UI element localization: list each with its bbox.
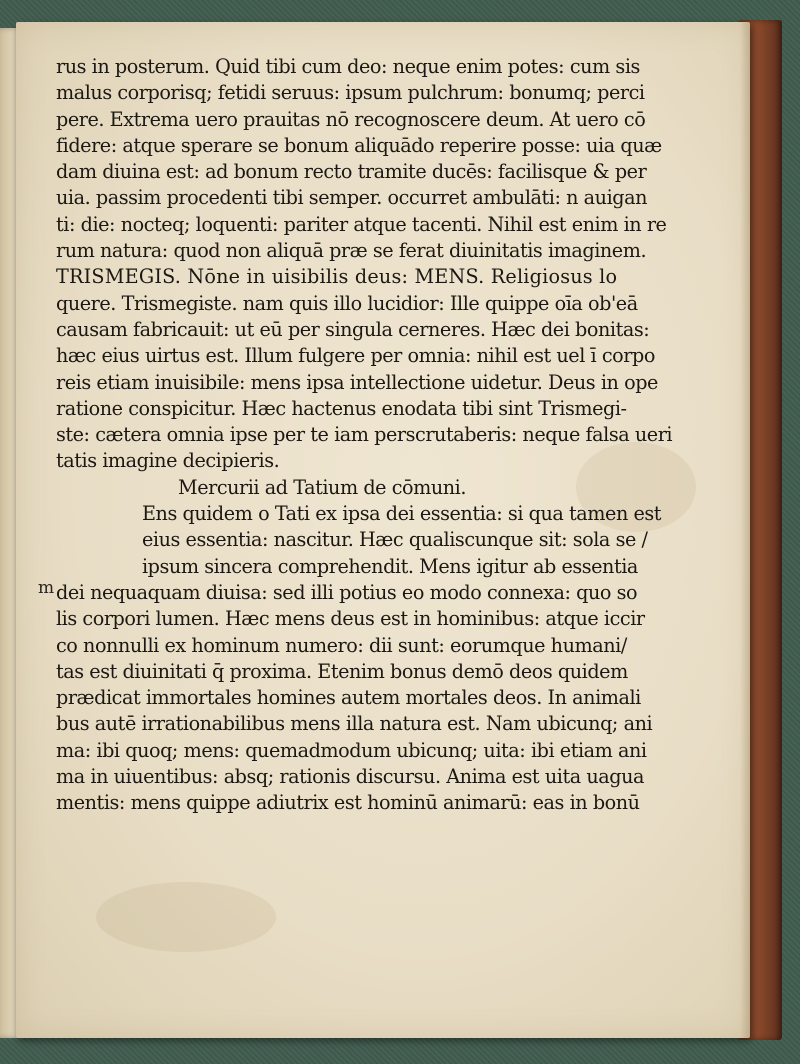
text-line: co nonnulli ex hominum numero: dii sunt: eorumque humani/ (56, 633, 627, 657)
text-line: ratione conspicitur. Hæc hactenus enodata tibi sint Trismegi- (56, 396, 627, 420)
page-edge-shadow (740, 22, 750, 1038)
text-line: eius essentia: nascitur. Hæc qualiscunque sit: sola se / (142, 528, 648, 552)
text-line: ti: die: nocteq; loquenti: pariter atque tacenti. Nihil est enim in re (56, 212, 667, 236)
paper-stain (96, 882, 276, 952)
text-block (56, 54, 676, 817)
section-heading: Mercurii ad Tatium de cōmuni. (178, 475, 467, 499)
text-line: prædicat immortales homines autem mortales deos. In animali (56, 686, 641, 710)
text-line: ipsum sincera comprehendit. Mens igitur ab essentia (142, 554, 638, 578)
text-line: malus corporisq; fetidi seruus: ipsum pulchrum: bonumq; perci (56, 81, 645, 105)
text-line: pere. Extrema uero prauitas nō recognoscere deum. At uero cō (56, 107, 646, 131)
text-line: TRISMEGIS. Nōne in uisibilis deus: MENS. Religiosus lo (56, 265, 618, 289)
text-line: causam fabricauit: ut eū per singula cerneres. Hæc dei bonitas: (56, 317, 650, 341)
text-line: dam diuina est: ad bonum recto tramite ducēs: facilisque & per (56, 160, 647, 184)
text-line: quere. Trismegiste. nam quis illo lucidior: Ille quippe oīa ob'eā (56, 291, 638, 315)
text-line: ste: cætera omnia ipse per te iam perscrutaberis: neque falsa ueri (56, 423, 673, 447)
text-line: bus autē irrationabilibus mens illa natura est. Nam ubicunq; ani (56, 712, 653, 736)
text-line: lis corpori lumen. Hæc mens deus est in hominibus: atque iccir (56, 607, 645, 631)
guide-letter: m (38, 578, 55, 598)
text-line: reis etiam inuisibile: mens ipsa intellectione uidetur. Deus in ope (56, 370, 658, 394)
text-line: fidere: atque sperare se bonum aliquādo reperire posse: uia quæ (56, 133, 662, 157)
text-line: ma in uiuentibus: absq; rationis discursu. Anima est uita uagua (56, 765, 644, 789)
text-line: uia. passim procedenti tibi semper. occurret ambulāti: n auigan (56, 186, 647, 210)
text-line: ma: ibi quoq; mens: quemadmodum ubicunq; uita: ibi etiam ani (56, 738, 647, 762)
text-line: tas est diuinitati q̄ proxima. Etenim bonus demō deos quidem (56, 659, 628, 683)
text-line: hæc eius uirtus est. Illum fulgere per omnia: nihil est uel ī corpo (56, 344, 655, 368)
text-line: mentis: mens quippe adiutrix est hominū animarū: eas in bonū (56, 791, 640, 815)
text-line: Ens quidem o Tati ex ipsa dei essentia: si qua tamen est (142, 502, 662, 526)
book-page (16, 22, 750, 1038)
text-line: rus in posterum. Quid tibi cum deo: neque enim potes: cum sis (56, 55, 640, 78)
text-line: rum natura: quod non aliquā præ se ferat diuinitatis imaginem. (56, 239, 647, 263)
text-line: tatis imagine decipieris. (56, 449, 280, 473)
text-line: dei nequaquam diuisa: sed illi potius eo modo connexa: quo so (56, 580, 638, 604)
